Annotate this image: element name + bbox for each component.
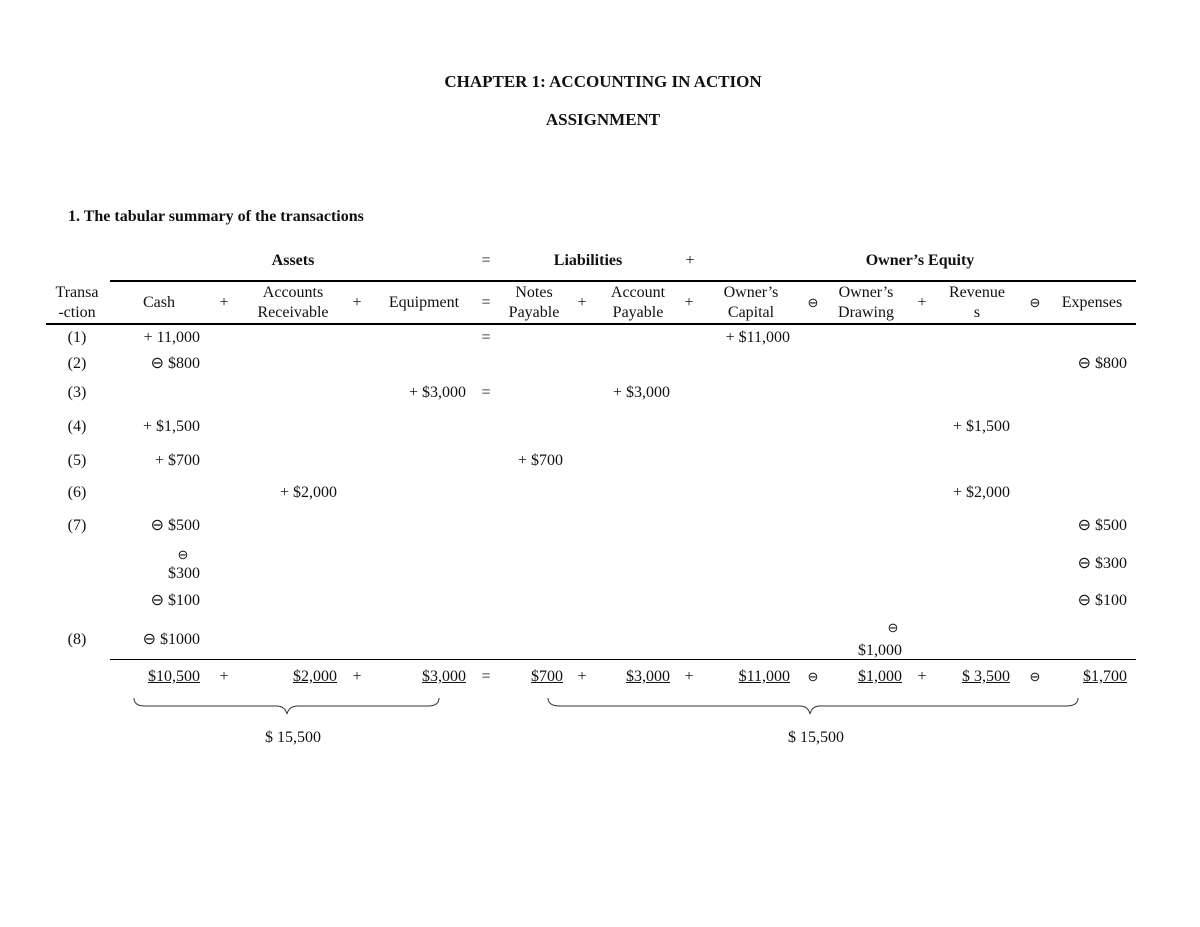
header-ap-1: Account xyxy=(610,284,666,301)
cell-cash: $300 xyxy=(168,565,200,582)
cell-equals: = xyxy=(481,329,491,346)
total-plus: + xyxy=(219,668,229,685)
row-id: (5) xyxy=(67,452,87,469)
header-expenses: Expenses xyxy=(1061,294,1123,311)
row-id: (8) xyxy=(67,631,87,648)
header-plus: + xyxy=(219,294,229,311)
header-transaction-2: -ction xyxy=(58,304,96,321)
minus-icon: ⊖ xyxy=(807,669,819,684)
header-np-2: Payable xyxy=(508,304,560,321)
header-rev-2: s xyxy=(973,304,981,321)
total-ar: $2,000 xyxy=(293,668,337,685)
header-od-2: Drawing xyxy=(838,304,894,321)
cell-cash: ⊖ $1000 xyxy=(142,631,200,648)
header-plus: + xyxy=(352,294,362,311)
cell-cash: + $1,500 xyxy=(142,418,200,435)
header-plus: + xyxy=(684,294,694,311)
minus-icon: ⊖ xyxy=(887,620,899,635)
cell-cash: + $700 xyxy=(154,452,200,469)
total-plus: + xyxy=(352,668,362,685)
row-id: (2) xyxy=(67,355,87,372)
header-od-1: Owner’s xyxy=(838,284,894,301)
total-np: $700 xyxy=(531,668,563,685)
cell-owners-drawing: $1,000 xyxy=(858,642,902,659)
total-plus: + xyxy=(684,668,694,685)
page-title: CHAPTER 1: ACCOUNTING IN ACTION xyxy=(444,72,762,91)
header-ap-2: Payable xyxy=(612,304,664,321)
cell-cash: ⊖ $500 xyxy=(150,517,200,534)
group-equals: = xyxy=(481,252,491,269)
section-heading: 1. The tabular summary of the transactions xyxy=(68,208,364,225)
cell-cash: ⊖ $100 xyxy=(150,592,200,609)
total-ap: $3,000 xyxy=(626,668,670,685)
row-id: (4) xyxy=(67,418,87,435)
cell-expenses: ⊖ $100 xyxy=(1077,592,1127,609)
cell-owners-capital: + $11,000 xyxy=(725,329,790,346)
total-cash: $10,500 xyxy=(148,668,200,685)
total-equipment: $3,000 xyxy=(422,668,466,685)
header-ar-1: Accounts xyxy=(262,284,324,301)
cell-expenses: ⊖ $500 xyxy=(1077,517,1127,534)
group-plus: + xyxy=(685,252,695,269)
row-id: (3) xyxy=(67,384,87,401)
total-revenues: $ 3,500 xyxy=(962,668,1010,685)
header-cash: Cash xyxy=(143,294,175,311)
cell-cash: ⊖ $800 xyxy=(150,355,200,372)
minus-icon: ⊖ xyxy=(807,295,819,310)
header-oc-1: Owner’s xyxy=(723,284,779,301)
cell-accounts-payable: + $3,000 xyxy=(612,384,670,401)
cell-equipment: + $3,000 xyxy=(408,384,466,401)
claims-brace xyxy=(548,698,1078,714)
cell-revenues: + $2,000 xyxy=(952,484,1010,501)
group-liabilities: Liabilities xyxy=(553,252,623,269)
total-expenses: $1,700 xyxy=(1083,668,1127,685)
total-equals: = xyxy=(481,668,491,685)
header-np-1: Notes xyxy=(515,284,553,301)
total-plus: + xyxy=(917,668,927,685)
cell-equals: = xyxy=(481,384,491,401)
header-equals: = xyxy=(481,294,491,311)
row-id: (7) xyxy=(67,517,87,534)
minus-icon: ⊖ xyxy=(1029,669,1041,684)
sum-liabilities-equity: $ 15,500 xyxy=(788,729,844,746)
cell-expenses: ⊖ $300 xyxy=(1077,555,1127,572)
total-od: $1,000 xyxy=(858,668,902,685)
minus-icon: ⊖ xyxy=(177,547,189,562)
total-oc: $11,000 xyxy=(738,668,790,685)
group-assets: Assets xyxy=(271,252,315,269)
sum-assets: $ 15,500 xyxy=(265,729,321,746)
assets-brace xyxy=(134,698,439,714)
header-transaction-1: Transa xyxy=(55,284,99,301)
minus-icon: ⊖ xyxy=(1029,295,1041,310)
cell-revenues: + $1,500 xyxy=(952,418,1010,435)
page-subtitle: ASSIGNMENT xyxy=(545,110,661,129)
cell-expenses: ⊖ $800 xyxy=(1077,355,1127,372)
cell-notes-payable: + $700 xyxy=(517,452,563,469)
header-oc-2: Capital xyxy=(727,304,775,321)
row-id: (1) xyxy=(67,329,87,346)
cell-accounts-receivable: + $2,000 xyxy=(279,484,337,501)
header-plus: + xyxy=(577,294,587,311)
row-id: (6) xyxy=(67,484,87,501)
header-equipment: Equipment xyxy=(388,294,460,311)
header-ar-2: Receivable xyxy=(257,304,329,321)
group-equity: Owner’s Equity xyxy=(865,252,975,269)
header-plus: + xyxy=(917,294,927,311)
total-plus: + xyxy=(577,668,587,685)
cell-cash: + 11,000 xyxy=(143,329,200,346)
header-rev-1: Revenue xyxy=(949,284,1005,301)
